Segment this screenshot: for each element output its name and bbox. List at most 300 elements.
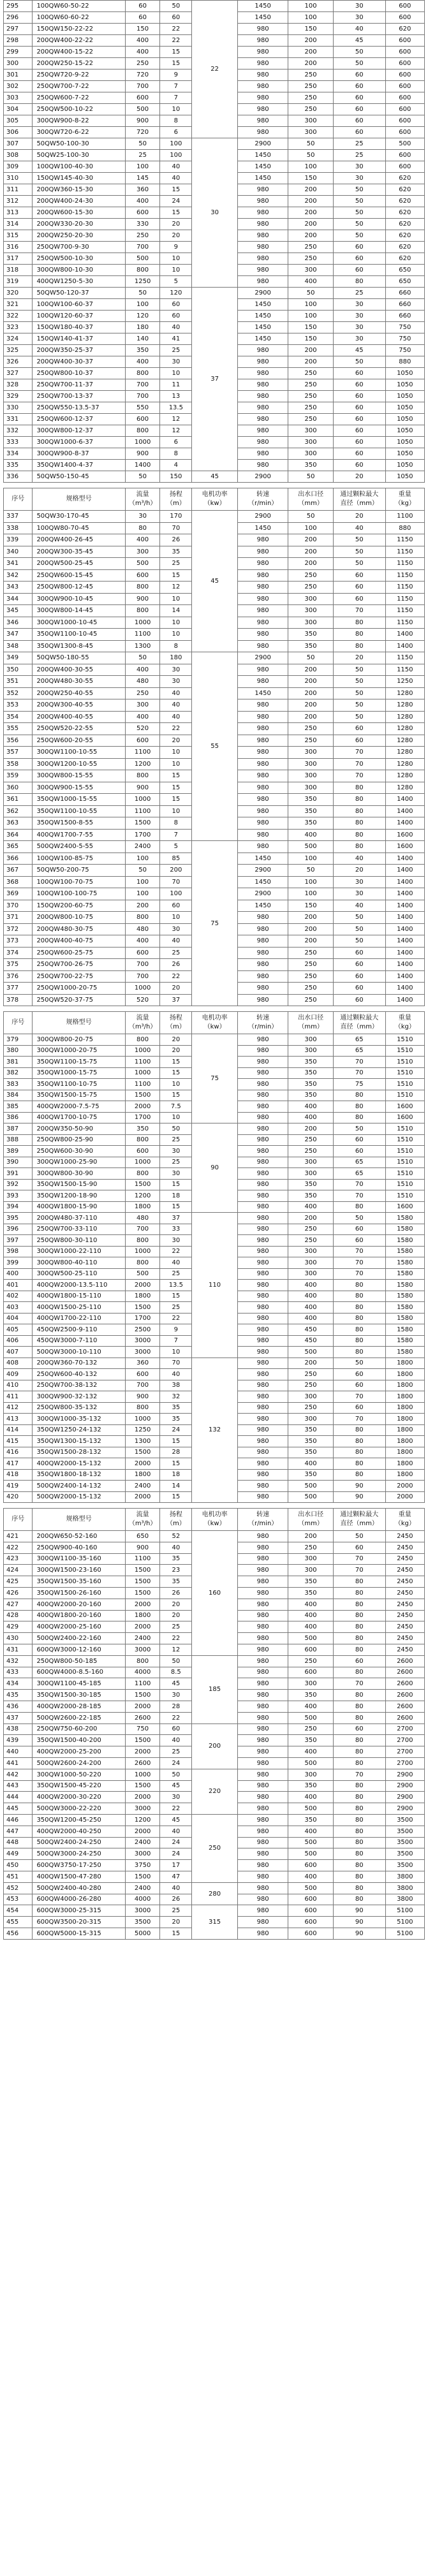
flow-rate: 100 — [125, 161, 160, 173]
model-number: 600QW4000-26-280 — [33, 1894, 125, 1905]
model-number: 300QW1000-50-220 — [33, 1769, 125, 1780]
weight: 2600 — [385, 1712, 424, 1723]
spec-table — [3, 0, 425, 483]
model-number: 350QW1500-35-160 — [33, 1576, 125, 1588]
head: 47 — [160, 1871, 192, 1882]
max-particle-diameter: 70 — [333, 1769, 385, 1780]
model-number: 400QW2000-20-160 — [33, 1599, 125, 1610]
max-particle-diameter: 60 — [333, 1235, 385, 1247]
flow-rate: 700 — [125, 379, 160, 391]
max-particle-diameter: 80 — [333, 1313, 385, 1324]
row-index: 449 — [4, 1848, 33, 1860]
weight: 1400 — [385, 935, 424, 948]
flow-rate: 250 — [125, 230, 160, 242]
weight: 2450 — [385, 1587, 424, 1599]
head: 45 — [160, 1814, 192, 1826]
speed: 980 — [237, 569, 288, 582]
weight: 2450 — [385, 1644, 424, 1655]
weight: 1400 — [385, 900, 424, 912]
speed: 980 — [237, 184, 288, 196]
max-particle-diameter: 60 — [333, 379, 385, 391]
speed: 980 — [237, 1621, 288, 1633]
row-index: 386 — [4, 1112, 33, 1123]
model-number: 250QW600-20-55 — [33, 735, 125, 747]
flow-rate: 800 — [125, 912, 160, 924]
max-particle-diameter: 50 — [333, 184, 385, 196]
model-number: 300QW800-20-75 — [33, 1034, 125, 1046]
head: 40 — [160, 1826, 192, 1837]
flow-rate: 100 — [125, 853, 160, 865]
model-number: 200QW360-15-30 — [33, 184, 125, 196]
speed: 980 — [237, 1531, 288, 1542]
model-number: 400QW1700-22-110 — [33, 1313, 125, 1324]
speed: 980 — [237, 1690, 288, 1701]
flow-rate: 2000 — [125, 1621, 160, 1633]
weight: 1400 — [385, 947, 424, 959]
outlet-diameter: 200 — [288, 219, 333, 230]
speed: 980 — [237, 935, 288, 948]
outlet-diameter: 250 — [288, 1380, 333, 1391]
weight: 1050 — [385, 448, 424, 460]
outlet-diameter: 400 — [288, 1746, 333, 1758]
head: 40 — [160, 322, 192, 333]
head: 17 — [160, 1860, 192, 1871]
row-index: 350 — [4, 664, 33, 676]
max-particle-diameter: 80 — [333, 805, 385, 817]
speed: 980 — [237, 1280, 288, 1291]
weight: 2600 — [385, 1690, 424, 1701]
max-particle-diameter: 60 — [333, 1542, 385, 1553]
max-particle-diameter: 80 — [333, 617, 385, 629]
speed: 980 — [237, 1826, 288, 1837]
model-number: 200QW800-10-75 — [33, 912, 125, 924]
weight: 1800 — [385, 1369, 424, 1380]
row-index: 341 — [4, 558, 33, 570]
column-header: 规格型号 — [33, 488, 125, 511]
head: 40 — [160, 1369, 192, 1380]
max-particle-diameter: 50 — [333, 699, 385, 712]
row-index: 438 — [4, 1723, 33, 1735]
outlet-diameter: 250 — [288, 947, 333, 959]
row-index: 400 — [4, 1268, 33, 1280]
outlet-diameter: 200 — [288, 664, 333, 676]
row-index: 383 — [4, 1079, 33, 1090]
head: 7 — [160, 92, 192, 104]
speed: 980 — [237, 379, 288, 391]
model-number: 100QW60-50-22 — [33, 1, 125, 12]
speed: 980 — [237, 1067, 288, 1079]
row-index: 359 — [4, 770, 33, 782]
head: 28 — [160, 1447, 192, 1458]
model-number: 250QW800-25-90 — [33, 1134, 125, 1146]
flow-rate: 1500 — [125, 1587, 160, 1599]
flow-rate: 360 — [125, 1358, 160, 1369]
weight: 1510 — [385, 1146, 424, 1157]
motor-power: 185 — [192, 1655, 238, 1723]
speed: 980 — [237, 1146, 288, 1157]
model-number: 450QW3000-7-110 — [33, 1335, 125, 1347]
weight: 1580 — [385, 1324, 424, 1336]
outlet-diameter: 50 — [288, 150, 333, 161]
max-particle-diameter: 60 — [333, 1134, 385, 1146]
row-index: 327 — [4, 368, 33, 379]
flow-rate: 1800 — [125, 1201, 160, 1213]
max-particle-diameter: 45 — [333, 345, 385, 356]
model-number: 400QW2000-25-160 — [33, 1621, 125, 1633]
max-particle-diameter: 80 — [333, 1347, 385, 1358]
header-row — [4, 1509, 425, 1531]
row-index: 296 — [4, 12, 33, 24]
column-header: 重量 （kg） — [385, 488, 424, 511]
outlet-diameter: 150 — [288, 173, 333, 184]
flow-rate: 1000 — [125, 1157, 160, 1168]
head: 120 — [160, 288, 192, 299]
speed: 980 — [237, 912, 288, 924]
head: 100 — [160, 138, 192, 150]
model-number: 150QW145-40-30 — [33, 173, 125, 184]
flow-rate: 100 — [125, 888, 160, 900]
row-index: 397 — [4, 1235, 33, 1247]
weight: 1150 — [385, 593, 424, 605]
flow-rate: 480 — [125, 923, 160, 935]
outlet-diameter: 200 — [288, 534, 333, 546]
weight: 620 — [385, 230, 424, 242]
max-particle-diameter: 50 — [333, 664, 385, 676]
weight: 3800 — [385, 1871, 424, 1882]
row-index: 323 — [4, 322, 33, 333]
weight: 600 — [385, 1, 424, 12]
head: 22 — [160, 35, 192, 47]
weight: 600 — [385, 47, 424, 58]
row-index: 382 — [4, 1067, 33, 1079]
motor-power: 132 — [192, 1358, 238, 1503]
head: 35 — [160, 1576, 192, 1588]
flow-rate: 600 — [125, 947, 160, 959]
flow-rate: 1500 — [125, 1302, 160, 1314]
model-number: 350QW1200-45-250 — [33, 1814, 125, 1826]
weight: 1150 — [385, 582, 424, 594]
max-particle-diameter: 80 — [333, 1792, 385, 1803]
speed: 980 — [237, 1576, 288, 1588]
row-index: 332 — [4, 425, 33, 437]
head: 10 — [160, 1112, 192, 1123]
outlet-diameter: 200 — [288, 923, 333, 935]
row-index: 421 — [4, 1531, 33, 1542]
model-number: 350QW1800-18-132 — [33, 1469, 125, 1481]
speed: 980 — [237, 230, 288, 242]
flow-rate: 700 — [125, 391, 160, 402]
speed: 980 — [237, 47, 288, 58]
model-number: 400QW1250-5-30 — [33, 276, 125, 288]
outlet-diameter: 300 — [288, 1565, 333, 1576]
speed: 980 — [237, 676, 288, 688]
model-number: 400QW2000-7.5-75 — [33, 1101, 125, 1113]
row-index: 328 — [4, 379, 33, 391]
speed: 980 — [237, 1587, 288, 1599]
flow-rate: 600 — [125, 92, 160, 104]
row-index: 419 — [4, 1481, 33, 1492]
weight: 600 — [385, 58, 424, 70]
flow-rate: 1500 — [125, 1447, 160, 1458]
row-index: 311 — [4, 184, 33, 196]
speed: 980 — [237, 1610, 288, 1621]
model-number: 400QW2000-28-185 — [33, 1701, 125, 1712]
row-index: 391 — [4, 1168, 33, 1180]
weight: 2450 — [385, 1565, 424, 1576]
row-index: 368 — [4, 876, 33, 888]
pump-spec-sheet — [3, 0, 425, 1940]
flow-rate: 400 — [125, 47, 160, 58]
outlet-diameter: 400 — [288, 1792, 333, 1803]
outlet-diameter: 500 — [288, 1481, 333, 1492]
outlet-diameter: 200 — [288, 58, 333, 70]
row-index: 394 — [4, 1201, 33, 1213]
head: 10 — [160, 629, 192, 641]
speed: 980 — [237, 923, 288, 935]
model-number: 250QW800-35-132 — [33, 1402, 125, 1414]
model-number: 500QW2600-24-200 — [33, 1757, 125, 1769]
row-index: 430 — [4, 1633, 33, 1644]
weight: 2450 — [385, 1542, 424, 1553]
flow-rate: 1500 — [125, 1090, 160, 1101]
model-number: 300QW1000-35-132 — [33, 1414, 125, 1425]
outlet-diameter: 400 — [288, 1313, 333, 1324]
weight: 1280 — [385, 782, 424, 794]
spec-table-section — [3, 0, 425, 483]
flow-rate: 400 — [125, 534, 160, 546]
model-number: 350QW1100-10-75 — [33, 1079, 125, 1090]
head: 50 — [160, 1769, 192, 1780]
row-index: 396 — [4, 1224, 33, 1235]
outlet-diameter: 350 — [288, 817, 333, 830]
flow-rate: 800 — [125, 605, 160, 617]
model-number: 300QW900-8-22 — [33, 115, 125, 127]
model-number: 200QW480-37-110 — [33, 1213, 125, 1224]
model-number: 300QW1000-20-75 — [33, 1045, 125, 1057]
column-header: 扬程 （m） — [160, 1509, 192, 1531]
row-index: 427 — [4, 1599, 33, 1610]
speed: 980 — [237, 1335, 288, 1347]
head: 30 — [160, 1792, 192, 1803]
max-particle-diameter: 65 — [333, 1034, 385, 1046]
head: 20 — [160, 1599, 192, 1610]
model-number: 300QW1000-25-90 — [33, 1157, 125, 1168]
outlet-diameter: 250 — [288, 1402, 333, 1414]
max-particle-diameter: 80 — [333, 1458, 385, 1470]
speed: 980 — [237, 841, 288, 853]
max-particle-diameter: 80 — [333, 1701, 385, 1712]
outlet-diameter: 300 — [288, 605, 333, 617]
row-index: 380 — [4, 1045, 33, 1057]
flow-rate: 60 — [125, 12, 160, 24]
head: 35 — [160, 1402, 192, 1414]
flow-rate: 720 — [125, 70, 160, 81]
model-number: 350QW1000-15-55 — [33, 794, 125, 806]
max-particle-diameter: 60 — [333, 253, 385, 265]
model-number: 250QW800-50-185 — [33, 1655, 125, 1667]
speed: 980 — [237, 368, 288, 379]
head: 150 — [160, 471, 192, 483]
column-header: 扬程 （m） — [160, 1012, 192, 1034]
speed: 2900 — [237, 865, 288, 877]
column-header: 出水口径 （mm） — [288, 488, 333, 511]
outlet-diameter: 200 — [288, 1213, 333, 1224]
outlet-diameter: 200 — [288, 196, 333, 207]
outlet-diameter: 400 — [288, 1826, 333, 1837]
head: 12 — [160, 414, 192, 425]
weight: 2000 — [385, 1481, 424, 1492]
flow-rate: 1000 — [125, 794, 160, 806]
model-number: 300QW1000-6-37 — [33, 437, 125, 448]
head: 25 — [160, 1905, 192, 1917]
flow-rate: 500 — [125, 253, 160, 265]
motor-power: 280 — [192, 1882, 238, 1905]
model-number: 400QW1500-47-280 — [33, 1871, 125, 1882]
max-particle-diameter: 50 — [333, 230, 385, 242]
row-index: 446 — [4, 1814, 33, 1826]
head: 40 — [160, 935, 192, 948]
model-number: 400QW1700-7-55 — [33, 829, 125, 841]
outlet-diameter: 350 — [288, 1190, 333, 1202]
outlet-diameter: 100 — [288, 1, 333, 12]
row-index: 452 — [4, 1882, 33, 1894]
max-particle-diameter: 90 — [333, 1481, 385, 1492]
model-number: 50QW50-120-37 — [33, 288, 125, 299]
speed: 980 — [237, 770, 288, 782]
head: 25 — [160, 1157, 192, 1168]
speed: 980 — [237, 402, 288, 414]
flow-rate: 60 — [125, 1, 160, 12]
weight: 2450 — [385, 1553, 424, 1565]
max-particle-diameter: 20 — [333, 511, 385, 523]
flow-rate: 800 — [125, 770, 160, 782]
row-index: 447 — [4, 1826, 33, 1837]
max-particle-diameter: 65 — [333, 1168, 385, 1180]
model-number: 200QW400-22-22 — [33, 35, 125, 47]
speed: 980 — [237, 1871, 288, 1882]
flow-rate: 1300 — [125, 1436, 160, 1447]
weight: 1580 — [385, 1313, 424, 1324]
spec-table — [3, 1508, 425, 1940]
head: 8 — [160, 817, 192, 830]
row-index: 375 — [4, 959, 33, 971]
outlet-diameter: 250 — [288, 983, 333, 995]
row-index: 406 — [4, 1335, 33, 1347]
row-index: 385 — [4, 1101, 33, 1113]
flow-rate: 3000 — [125, 1335, 160, 1347]
row-index: 407 — [4, 1347, 33, 1358]
flow-rate: 1000 — [125, 437, 160, 448]
speed: 980 — [237, 593, 288, 605]
max-particle-diameter: 30 — [333, 322, 385, 333]
flow-rate: 200 — [125, 900, 160, 912]
row-index: 372 — [4, 923, 33, 935]
weight: 1800 — [385, 1436, 424, 1447]
head: 37 — [160, 1213, 192, 1224]
flow-rate: 3000 — [125, 1803, 160, 1815]
spec-table-section — [3, 488, 425, 1006]
row-index: 417 — [4, 1458, 33, 1470]
model-number: 250QW750-60-200 — [33, 1723, 125, 1735]
table-row — [4, 1905, 425, 1917]
weight: 1510 — [385, 1168, 424, 1180]
weight: 1400 — [385, 629, 424, 641]
weight: 3800 — [385, 1882, 424, 1894]
head: 6 — [160, 437, 192, 448]
row-index: 369 — [4, 888, 33, 900]
row-index: 352 — [4, 687, 33, 699]
max-particle-diameter: 50 — [333, 58, 385, 70]
speed: 980 — [237, 35, 288, 47]
flow-rate: 1000 — [125, 983, 160, 995]
outlet-diameter: 150 — [288, 24, 333, 35]
head: 32 — [160, 1391, 192, 1403]
weight: 1280 — [385, 770, 424, 782]
max-particle-diameter: 80 — [333, 640, 385, 652]
weight: 1400 — [385, 640, 424, 652]
outlet-diameter: 300 — [288, 1034, 333, 1046]
head: 40 — [160, 699, 192, 712]
head: 30 — [160, 1168, 192, 1180]
head: 170 — [160, 511, 192, 523]
row-index: 379 — [4, 1034, 33, 1046]
model-number: 100QW100-40-30 — [33, 161, 125, 173]
weight: 620 — [385, 219, 424, 230]
max-particle-diameter: 60 — [333, 448, 385, 460]
max-particle-diameter: 70 — [333, 770, 385, 782]
speed: 980 — [237, 1723, 288, 1735]
column-header: 流量 （m³/h） — [125, 1509, 160, 1531]
outlet-diameter: 300 — [288, 1391, 333, 1403]
max-particle-diameter: 80 — [333, 794, 385, 806]
model-number: 300QW1100-10-55 — [33, 747, 125, 759]
weight: 1280 — [385, 758, 424, 770]
outlet-diameter: 200 — [288, 676, 333, 688]
model-number: 100QW100-70-75 — [33, 876, 125, 888]
speed: 980 — [237, 1358, 288, 1369]
weight: 1150 — [385, 546, 424, 558]
row-index: 371 — [4, 912, 33, 924]
head: 25 — [160, 947, 192, 959]
outlet-diameter: 200 — [288, 1123, 333, 1135]
head: 23 — [160, 1565, 192, 1576]
head: 18 — [160, 1469, 192, 1481]
row-index: 399 — [4, 1257, 33, 1269]
model-number: 500QW2400-40-280 — [33, 1882, 125, 1894]
row-index: 306 — [4, 127, 33, 138]
row-index: 442 — [4, 1769, 33, 1780]
weight: 1580 — [385, 1235, 424, 1247]
head: 7 — [160, 81, 192, 92]
outlet-diameter: 250 — [288, 1224, 333, 1235]
speed: 980 — [237, 1057, 288, 1068]
outlet-diameter: 500 — [288, 1837, 333, 1848]
head: 11 — [160, 379, 192, 391]
outlet-diameter: 300 — [288, 448, 333, 460]
max-particle-diameter: 70 — [333, 1391, 385, 1403]
max-particle-diameter: 60 — [333, 127, 385, 138]
table-row — [4, 1655, 425, 1667]
model-number: 250QW520-22-55 — [33, 723, 125, 735]
speed: 980 — [237, 747, 288, 759]
head: 13 — [160, 391, 192, 402]
head: 40 — [160, 1735, 192, 1746]
row-index: 326 — [4, 356, 33, 368]
head: 20 — [160, 735, 192, 747]
weight: 2450 — [385, 1621, 424, 1633]
weight: 1580 — [385, 1280, 424, 1291]
outlet-diameter: 200 — [288, 207, 333, 219]
